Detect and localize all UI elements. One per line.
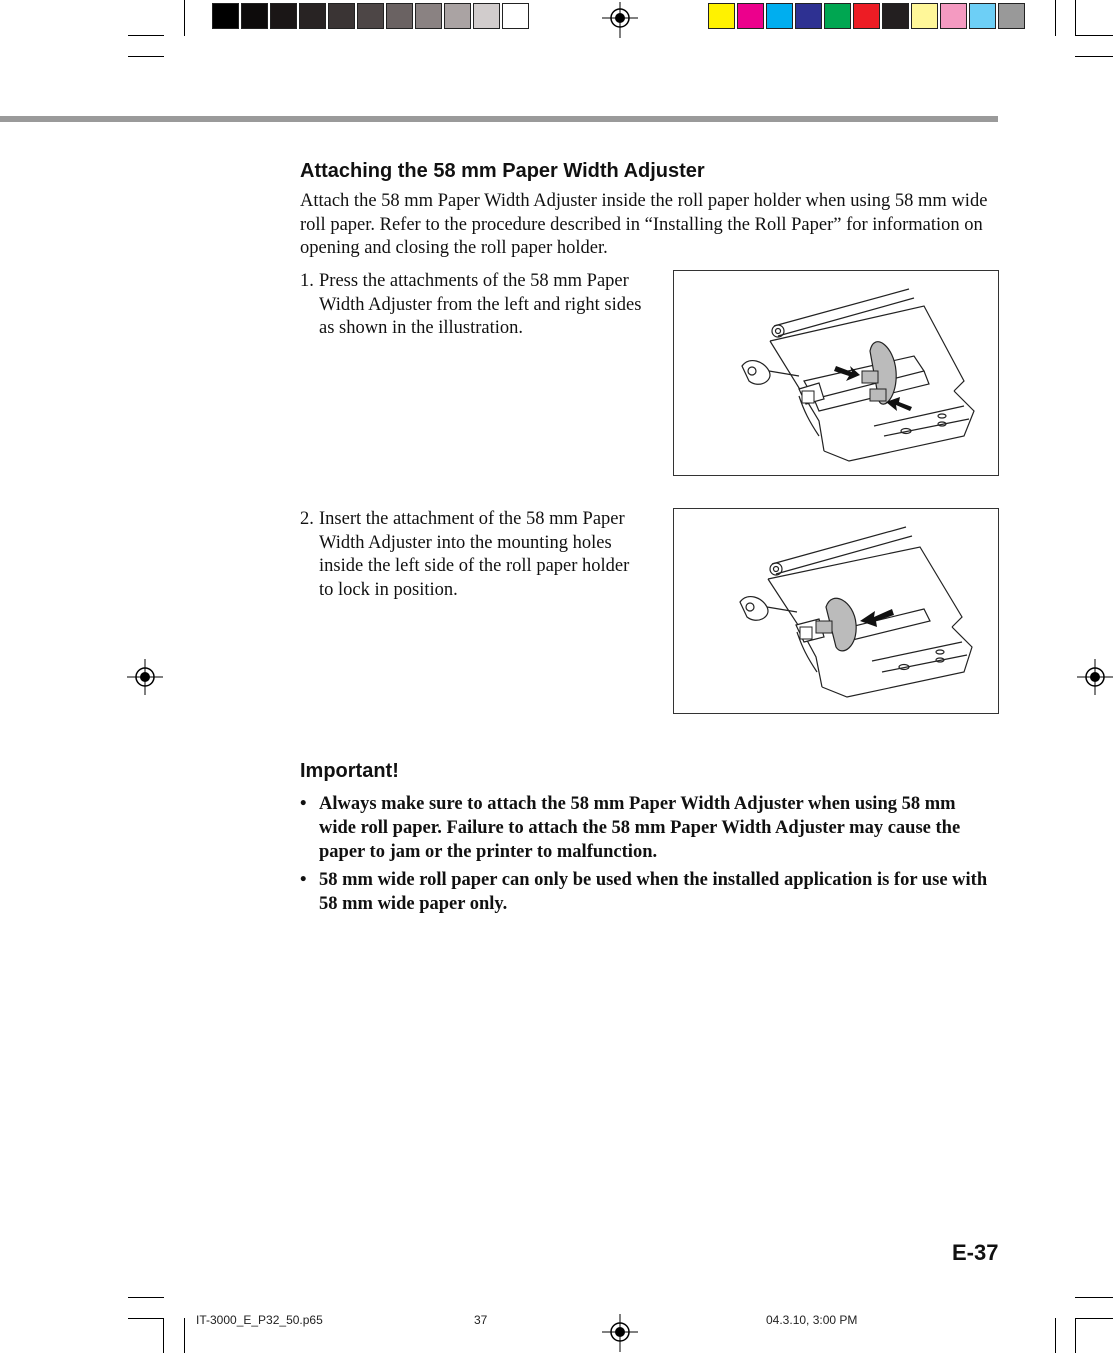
crop-mark [1055, 0, 1056, 36]
color-swatch [853, 3, 880, 29]
intro-paragraph: Attach the 58 mm Paper Width Adjuster inside the roll paper holder when using 58 mm wide roll paper. Refer to the procedure described in “Installing the Roll Paper” for information on opening and closing the roll paper holder. [300, 191, 988, 258]
bullet-icon: • [300, 870, 307, 890]
bullet-icon: • [300, 794, 307, 814]
color-swatch [911, 3, 938, 29]
color-swatch [502, 3, 529, 29]
footer-date: 04.3.10, 3:00 PM [766, 1313, 858, 1327]
step-text: Insert the attachment of the 58 mm Paper Width Adjuster into the mounting holes inside the left side of the roll paper holder to lock in position. [319, 509, 630, 600]
crop-mark [184, 1318, 185, 1353]
registration-mark-icon [125, 657, 165, 697]
color-swatch [270, 3, 297, 29]
important-title: Important! [300, 760, 399, 782]
important-item [300, 792, 995, 864]
crop-mark [163, 1318, 164, 1353]
crop-mark [128, 1318, 164, 1319]
crop-mark [128, 35, 164, 36]
illustration-step-2 [673, 508, 999, 714]
step-number: 2. [300, 509, 314, 529]
registration-mark-icon [600, 0, 640, 40]
crop-mark [1075, 35, 1113, 36]
important-item [300, 868, 995, 916]
color-swatch [357, 3, 384, 29]
crop-mark [128, 1297, 164, 1298]
footer-page: 37 [474, 1313, 488, 1327]
important-item-text: Always make sure to attach the 58 mm Paper Width Adjuster when using 58 mm wide roll paper. Failure to attach the 58 mm Paper Width Adjuster may cause the paper to jam or the printer to malfunction. [319, 794, 961, 862]
step-1 [300, 270, 645, 341]
color-swatch [940, 3, 967, 29]
crop-mark [1075, 1318, 1113, 1319]
step-number: 1. [300, 271, 314, 291]
color-swatch [212, 3, 239, 29]
color-swatch [766, 3, 793, 29]
color-swatch [737, 3, 764, 29]
color-swatch [708, 3, 735, 29]
color-swatch [444, 3, 471, 29]
crop-mark [184, 0, 185, 36]
crop-mark [1075, 1318, 1076, 1353]
header-rule [0, 116, 998, 122]
color-swatch [386, 3, 413, 29]
step-2 [300, 508, 645, 602]
color-swatch [241, 3, 268, 29]
color-swatch [998, 3, 1025, 29]
crop-mark [1075, 56, 1113, 57]
printer-illustration-icon [674, 509, 998, 713]
crop-mark [1075, 1297, 1113, 1298]
page-number: E-37 [952, 1240, 999, 1265]
crop-mark [1055, 1318, 1056, 1353]
color-swatch [415, 3, 442, 29]
printer-illustration-icon [674, 271, 998, 475]
footer-file-name: IT-3000_E_P32_50.p65 [196, 1313, 323, 1327]
color-swatch [882, 3, 909, 29]
color-swatch [328, 3, 355, 29]
registration-mark-icon [600, 1312, 640, 1352]
color-swatch [824, 3, 851, 29]
crop-mark [128, 56, 164, 57]
illustration-step-1 [673, 270, 999, 476]
section-heading: Attaching the 58 mm Paper Width Adjuster [300, 160, 705, 182]
color-swatch [969, 3, 996, 29]
registration-mark-icon [1075, 657, 1113, 697]
crop-mark [1075, 0, 1076, 36]
important-item-text: 58 mm wide roll paper can only be used when the installed application is for use with 58 mm wide paper only. [319, 870, 988, 914]
color-swatch [473, 3, 500, 29]
color-swatch [299, 3, 326, 29]
step-text: Press the attachments of the 58 mm Paper Width Adjuster from the left and right sides as shown in the illustration. [319, 271, 642, 338]
color-swatch [795, 3, 822, 29]
